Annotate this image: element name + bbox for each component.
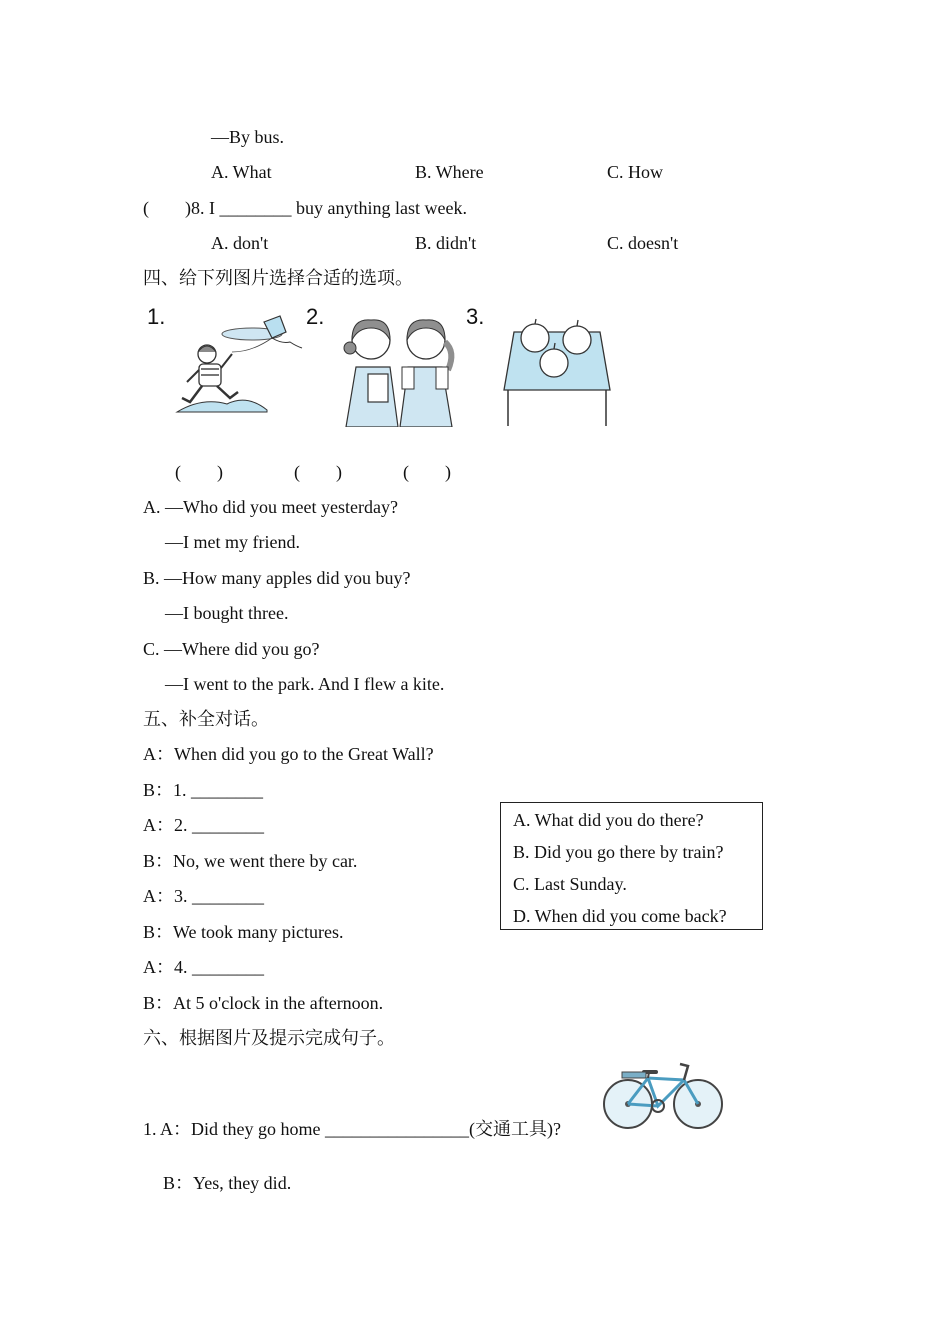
option-b-answer: —I bought three. (165, 603, 289, 623)
choice-item: D. When did you come back? (513, 906, 727, 926)
q8-option-a: A. don't (211, 233, 269, 253)
section6-question-1: 1. A：Did they go home ________________(交通工具)? (143, 1119, 561, 1139)
dialogue-line: A：When did you go to the Great Wall? (143, 744, 434, 764)
boy-flying-kite-illustration (172, 312, 312, 422)
dialogue-line: A：4. ________ (143, 957, 264, 977)
choice-item: B. Did you go there by train? (513, 842, 724, 862)
option-c-question: C. —Where did you go? (143, 639, 320, 659)
q8-option-b: B. didn't (415, 233, 477, 253)
bicycle-illustration (600, 1062, 726, 1134)
section4-title: 四、给下列图片选择合适的选项。 (143, 268, 413, 288)
picture-1-blank[interactable]: ( ) (175, 462, 223, 482)
q7-option-a: A. What (211, 162, 272, 182)
three-apples-on-table-illustration (500, 318, 612, 428)
two-girls-meeting-illustration (338, 312, 463, 427)
dialogue-line: B：No, we went there by car. (143, 851, 358, 871)
choices-box (500, 802, 763, 930)
q8-question: ( )8. I ________ buy anything last week. (143, 198, 467, 218)
dialogue-line: B：1. ________ (143, 780, 264, 800)
dialogue-line: B：We took many pictures. (143, 922, 344, 942)
choice-item: C. Last Sunday. (513, 874, 627, 894)
q7-option-c: C. How (607, 162, 664, 182)
picture-number-1: 1. (147, 304, 166, 329)
option-a-question: A. —Who did you meet yesterday? (143, 497, 398, 517)
q7-answer: —By bus. (211, 127, 285, 147)
dialogue-line: B：At 5 o'clock in the afternoon. (143, 993, 384, 1013)
option-c-answer: —I went to the park. And I flew a kite. (165, 674, 445, 694)
picture-2-blank[interactable]: ( ) (294, 462, 342, 482)
choice-item: A. What did you do there? (513, 810, 704, 830)
option-b-question: B. —How many apples did you buy? (143, 568, 411, 588)
section6-title: 六、根据图片及提示完成句子。 (143, 1028, 395, 1048)
picture-number-3: 3. (466, 304, 485, 329)
q7-option-b: B. Where (415, 162, 484, 182)
dialogue-line: A：3. ________ (143, 886, 264, 906)
q8-option-c: C. doesn't (607, 233, 679, 253)
picture-number-2: 2. (306, 304, 325, 329)
section6-answer-1: B：Yes, they did. (163, 1173, 292, 1193)
section5-title: 五、补全对话。 (143, 709, 269, 729)
option-a-answer: —I met my friend. (165, 532, 300, 552)
picture-3-blank[interactable]: ( ) (403, 462, 451, 482)
dialogue-line: A：2. ________ (143, 815, 264, 835)
